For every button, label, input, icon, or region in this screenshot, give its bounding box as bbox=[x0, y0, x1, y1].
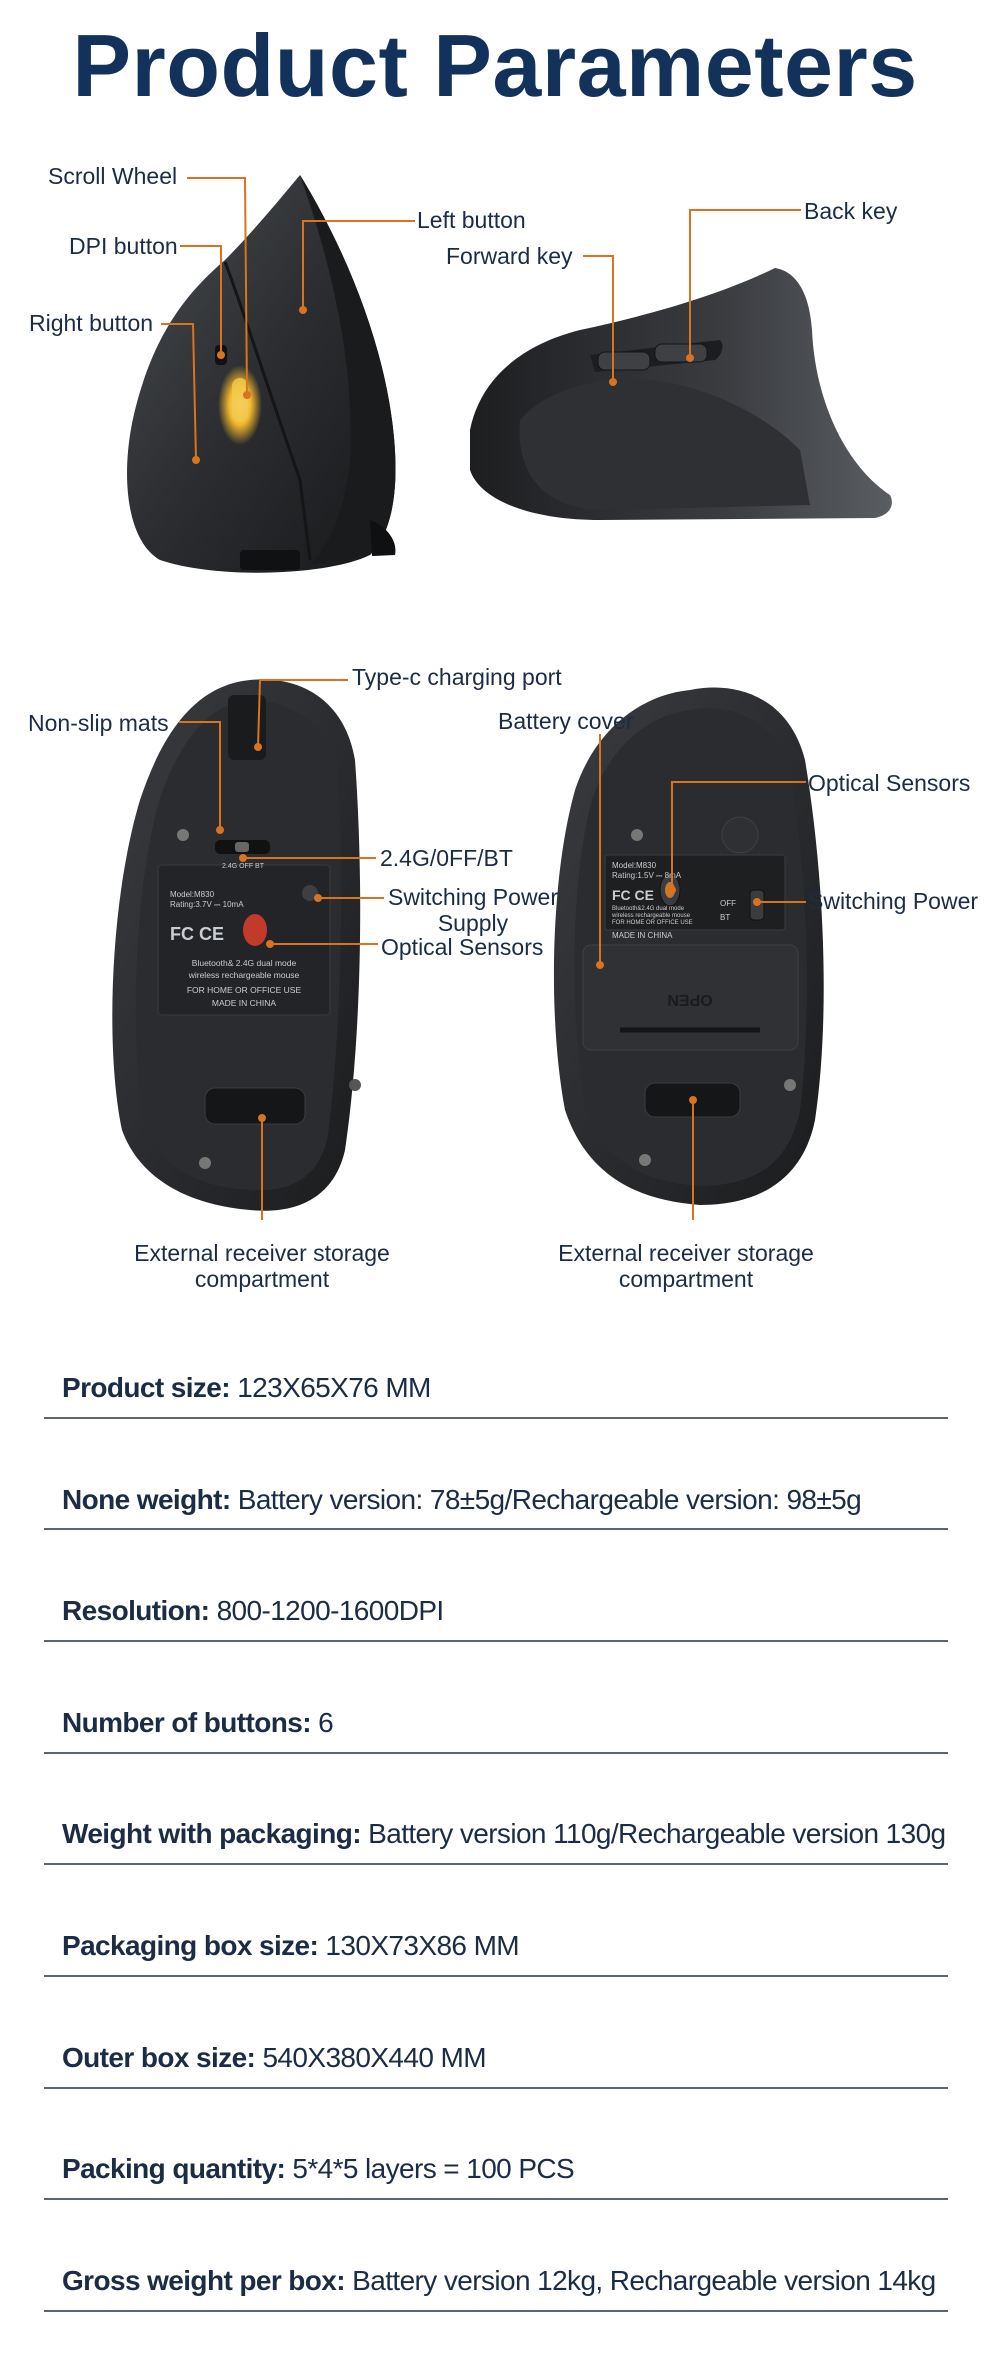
callout-dpi-button: DPI button bbox=[69, 233, 178, 259]
callout-type-c-port: Type-c charging port bbox=[352, 664, 562, 690]
left-label-line1: Bluetooth& 2.4G dual mode bbox=[191, 958, 297, 968]
callout-mode-switch: 2.4G/0FF/BT bbox=[380, 845, 513, 871]
mouse-side-view bbox=[470, 268, 892, 520]
callout-optical-sensors-right: Optical Sensors bbox=[808, 770, 971, 796]
cert-marks: FC CE bbox=[170, 924, 224, 944]
spec-divider bbox=[44, 1640, 948, 1642]
spec-outer-box-size: Outer box size: 540X380X440 MM bbox=[62, 2042, 486, 2073]
right-bt-text: BT bbox=[720, 913, 731, 922]
callout-right-button: Right button bbox=[29, 310, 154, 336]
right-cert-marks: FC CE bbox=[612, 887, 654, 903]
spec-divider bbox=[44, 1975, 948, 1977]
right-rating-text: Rating:1.5V ⎓ 8mA bbox=[612, 871, 682, 880]
spec-resolution: Resolution: 800-1200-1600DPI bbox=[62, 1595, 444, 1626]
left-model-text: Model:M830 bbox=[170, 890, 215, 899]
right-label-line4: MADE IN CHINA bbox=[612, 931, 673, 940]
callout-receiver-storage-right: External receiver storage compartment bbox=[558, 1240, 814, 1293]
mouse-bottom-battery-view bbox=[554, 688, 824, 1205]
callout-switching-power: Switching Power bbox=[808, 888, 979, 914]
left-rating-text: Rating:3.7V ⎓ 10mA bbox=[170, 900, 244, 909]
spec-gross-weight-per-box: Gross weight per box: Battery version 12kg, Rechargeable version 14kg bbox=[62, 2265, 936, 2296]
right-label-line1: Bluetooth&2.4G dual mode bbox=[612, 906, 685, 912]
spec-product-size: Product size: 123X65X76 MM bbox=[62, 1372, 431, 1403]
callout-battery-cover: Battery cover bbox=[498, 708, 634, 734]
open-text: OPEN bbox=[667, 991, 713, 1008]
spec-packing-quantity: Packing quantity: 5*4*5 layers = 100 PCS bbox=[62, 2153, 575, 2184]
right-label-line3: FOR HOME OR OFFICE USE bbox=[612, 920, 693, 926]
callout-non-slip-mats: Non-slip mats bbox=[28, 710, 169, 736]
right-off-text: OFF bbox=[720, 899, 736, 908]
spec-divider bbox=[44, 2198, 948, 2200]
spec-divider bbox=[44, 1417, 948, 1419]
callout-receiver-storage-left: External receiver storage compartment bbox=[134, 1240, 390, 1293]
page-title: Product Parameters bbox=[72, 16, 918, 115]
spec-divider bbox=[44, 1752, 948, 1754]
spec-weight-with-packaging: Weight with packaging: Battery version 110g/Rechargeable version 130g bbox=[62, 1818, 946, 1849]
callout-optical-sensors-left: Optical Sensors bbox=[381, 934, 544, 960]
callout-left-button: Left button bbox=[417, 207, 526, 233]
callout-back-key: Back key bbox=[804, 198, 898, 224]
spec-divider bbox=[44, 2087, 948, 2089]
mouse-bottom-view bbox=[112, 679, 361, 1210]
spec-divider bbox=[44, 1528, 948, 1530]
spec-divider bbox=[44, 2310, 948, 2312]
left-label-line3: FOR HOME OR OFFICE USE bbox=[186, 985, 302, 995]
right-label-line2: wireless rechargeable mouse bbox=[612, 913, 691, 919]
callout-scroll-wheel: Scroll Wheel bbox=[48, 163, 178, 189]
callout-switching-power-supply: Switching Power Supply bbox=[387, 884, 559, 937]
callout-forward-key: Forward key bbox=[446, 243, 573, 269]
left-label-line4: MADE IN CHINA bbox=[211, 998, 277, 1008]
left-label-line2: wireless rechargeable mouse bbox=[188, 970, 300, 980]
left-modes-text: 2.4G OFF BT bbox=[222, 863, 265, 870]
right-model-text: Model:M830 bbox=[612, 861, 657, 870]
spec-packaging-box-size: Packaging box size: 130X73X86 MM bbox=[62, 1930, 520, 1961]
spec-none-weight: None weight: Battery version: 78±5g/Rechargeable version: 98±5g bbox=[62, 1484, 862, 1515]
spec-number-of-buttons: Number of buttons: 6 bbox=[62, 1707, 334, 1738]
spec-divider bbox=[44, 1863, 948, 1865]
